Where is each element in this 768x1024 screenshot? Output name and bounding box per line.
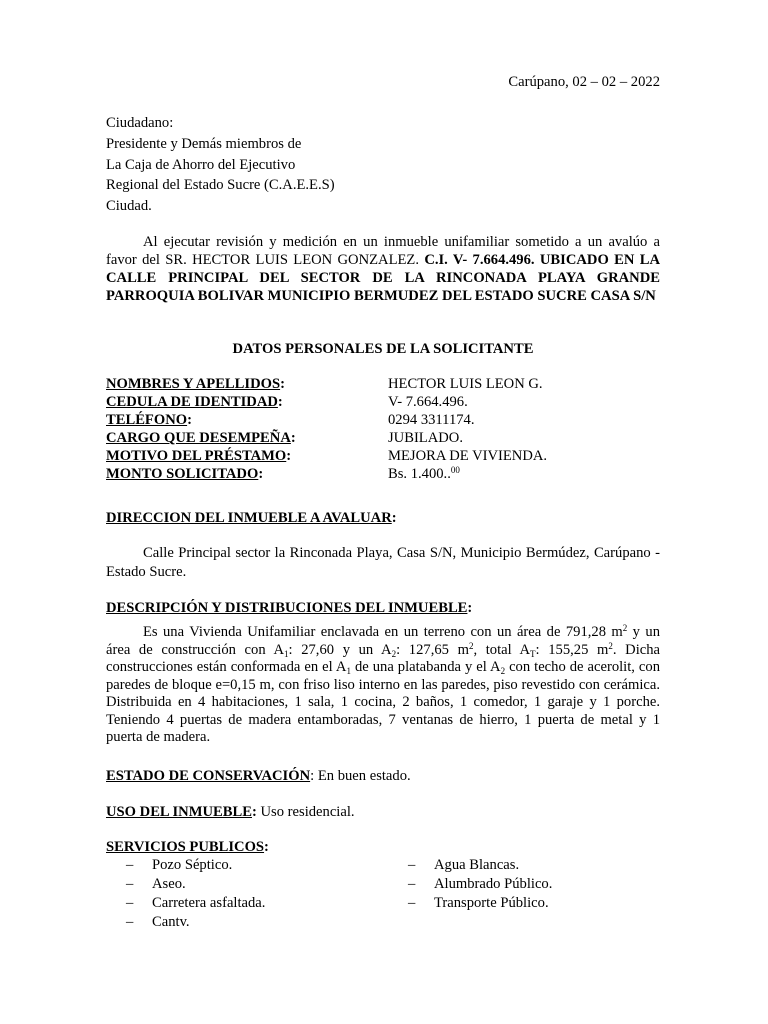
intro-paragraph [106, 233, 660, 305]
addressee-line: Presidente y Demás miembros de [106, 135, 302, 152]
list-item: – Carretera asfaltada. [126, 895, 266, 911]
document-page [106, 0, 660, 1024]
personal-data-row: TELÉFONO: 0294 3311174. [106, 412, 475, 428]
address-section-heading: DIRECCION DEL INMUEBLE A AVALUAR: [106, 510, 397, 526]
field-value: Bs. 1.400.. [388, 466, 451, 482]
list-item: – Aseo. [126, 876, 186, 892]
services-title: SERVICIOS PUBLICOS [106, 839, 265, 855]
dash-bullet: – [408, 876, 416, 892]
services-list-left [126, 856, 265, 932]
description-section-heading: DESCRIPCIÓN Y DISTRIBUCIONES DEL INMUEBLE: [106, 600, 473, 616]
dash-bullet: – [408, 895, 416, 911]
field-value: 0294 3311174. [388, 412, 475, 428]
intro-bold-text: C.I. V- 7.664.496. UBICADO EN LA CALLE PRINCIPAL DEL SECTOR DE LA RINCONADA PLAYA GRANDE PARROQUIA BOLIVAR MUNICIPIO BERMUDEZ DEL ESTADO SUCRE CASA S/N [106, 252, 660, 304]
field-label: MOTIVO DEL PRÉSTAMO [106, 448, 287, 464]
personal-data-row: CEDULA DE IDENTIDAD: V- 7.664.496. [106, 394, 468, 410]
dash-bullet: – [126, 895, 134, 911]
conservation-status: ESTADO DE CONSERVACIÓN: En buen estado. [106, 768, 411, 784]
services-heading: SERVICIOS PUBLICOS: [106, 839, 269, 855]
addressee-line: La Caja de Ahorro del Ejecutivo [106, 156, 296, 173]
field-label: CEDULA DE IDENTIDAD [106, 394, 278, 410]
field-value: MEJORA DE VIVIENDA. [388, 448, 548, 464]
description-title: DESCRIPCIÓN Y DISTRIBUCIONES DEL INMUEBLE [106, 600, 468, 616]
intro-text: Al ejecutar revisión y medición en un inmueble unifamiliar sometido a un avalúo a favor del SR. HECTOR LUIS LEON GONZALEZ. [106, 234, 660, 268]
address-title: DIRECCION DEL INMUEBLE A AVALUAR [106, 510, 392, 526]
personal-data-title: DATOS PERSONALES DE LA SOLICITANTE [232, 341, 534, 357]
field-label: NOMBRES Y APELLIDOS [106, 376, 281, 392]
field-value: HECTOR LUIS LEON G. [388, 376, 543, 392]
addressee-block [106, 113, 335, 217]
list-item: – Cantv. [126, 914, 190, 930]
addressee-line: Ciudadano: [106, 115, 174, 131]
field-label: CARGO QUE DESEMPEÑA [106, 430, 291, 446]
addressee-line: Ciudad. [106, 198, 152, 215]
use-value: Uso residencial. [256, 804, 355, 820]
dash-bullet: – [126, 876, 134, 892]
personal-data-row: MONTO SOLICITADO: Bs. 1.400..$^{00}$ [106, 465, 460, 482]
dash-bullet: – [126, 914, 134, 930]
field-label: TELÉFONO [106, 412, 188, 428]
description-text: Es una Vivienda Unifamiliar enclavada en un terreno con un área de 791,28 $m^2$ y un área de construcción con $A_1$: 27,60 y un $A_2$: 127,65 $m^2$, total $A_T$: 155,25 $m^2$. Dicha construcciones están conformada en el $A_1$ de una platabanda y el $A_2$ con techo de acerolit, con paredes de bloque e=0,15 m, con friso liso interno en las paredes, piso revestido con cerámica. Distribuida en 4 habitaciones, 1 sala, 1 cocina, 2 baños, 1 comedor, 1 garaje y 1 porche. Teniendo 4 puertas de madera entamboradas, 7 ventanas de hierro, 1 puerta de metal y 1 puerta de madera. [106, 623, 661, 745]
addressee-line: Regional del Estado Sucre (C.A.E.E.S) [106, 177, 335, 194]
use-title: USO DEL INMUEBLE [106, 804, 252, 820]
document-date: Carúpano, 02 – 02 – 2022 [508, 74, 660, 90]
personal-data-row: NOMBRES Y APELLIDOS: HECTOR LUIS LEON G. [106, 376, 543, 392]
field-label: MONTO SOLICITADO [106, 466, 259, 482]
conservation-title: ESTADO DE CONSERVACIÓN [106, 768, 311, 784]
personal-data-row: CARGO QUE DESEMPEÑA: JUBILADO. [106, 430, 463, 446]
list-item: – Pozo Séptico. [126, 857, 233, 873]
list-item: – Alumbrado Público. [408, 876, 553, 892]
services-list-right [408, 856, 552, 913]
dash-bullet: – [126, 857, 134, 873]
personal-data-row: MOTIVO DEL PRÉSTAMO: MEJORA DE VIVIENDA. [106, 448, 548, 464]
property-use: USO DEL INMUEBLE: Uso residencial. [106, 804, 355, 820]
conservation-value: En buen estado. [314, 768, 411, 784]
address-text: Calle Principal sector la Rinconada Playa, Casa S/N, Municipio Bermúdez, Carúpano -Estado Sucre. [106, 545, 660, 580]
field-value: V- 7.664.496. [388, 394, 468, 410]
personal-data-table [106, 375, 660, 483]
list-item: – Transporte Público. [408, 895, 549, 911]
field-value: JUBILADO. [388, 430, 463, 446]
list-item: – Agua Blancas. [408, 857, 520, 873]
dash-bullet: – [408, 857, 416, 873]
amount-superscript: 00 [450, 465, 460, 475]
